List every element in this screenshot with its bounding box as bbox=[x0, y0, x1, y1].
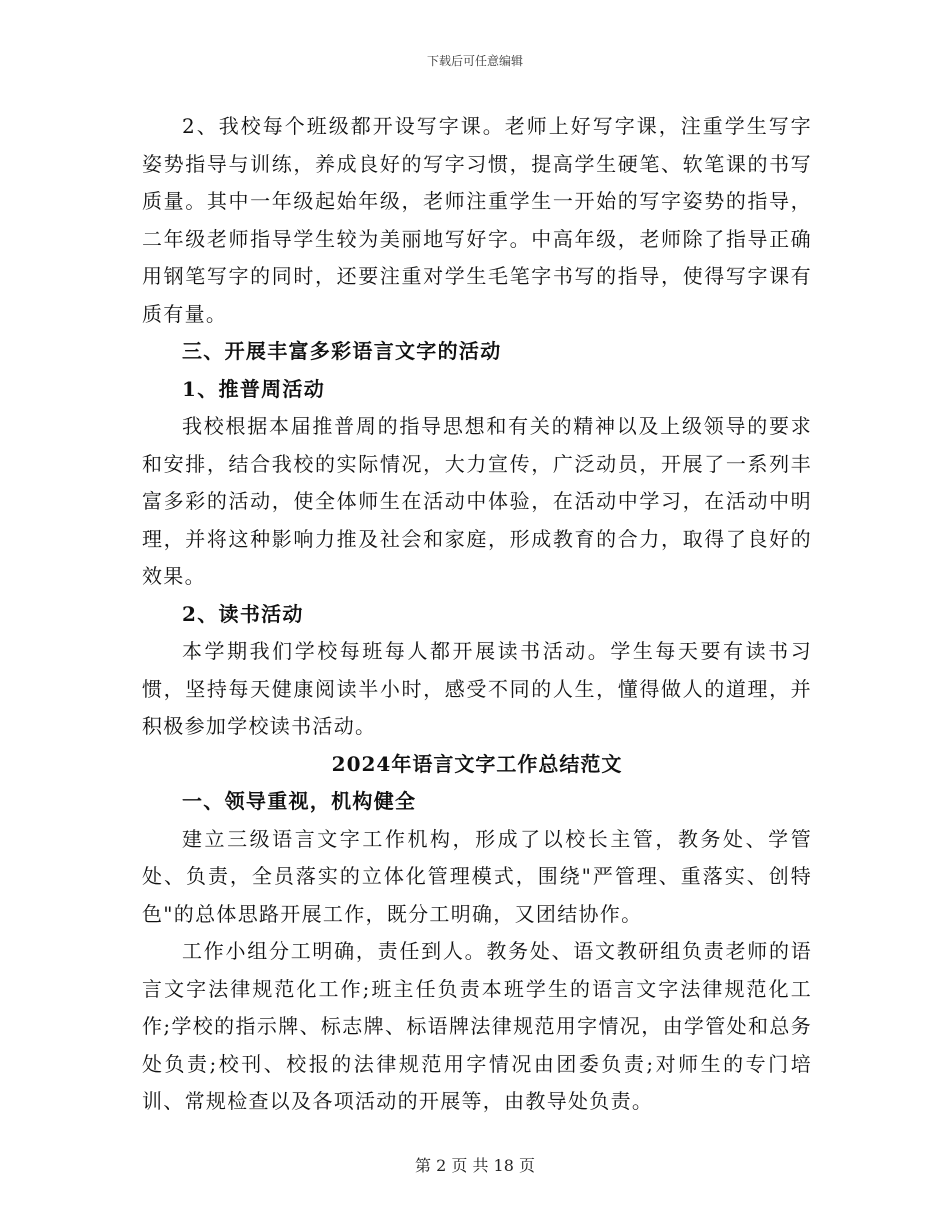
page-number: 第 2 页 共 18 页 bbox=[415, 1156, 535, 1175]
subheading-putonghua-week: 1、推普周活动 bbox=[182, 376, 326, 401]
section-heading-activities: 三、开展丰富多彩语言文字的活动 bbox=[182, 339, 502, 363]
paragraph-organization: 建立三级语言文字工作机构，形成了以校长主管，教务处、学管处、负责，全员落实的立体化管理模式，围绕"严管理、重落实、创特色"的总体思路开展工作，既分工明确，又团结协作。 bbox=[142, 826, 812, 926]
page-header-note: 下载后可任意编辑 bbox=[426, 54, 523, 68]
document-title: 2024年语言文字工作总结范文 bbox=[331, 751, 623, 776]
document-body bbox=[142, 108, 812, 1121]
paragraph-division-of-work: 工作小组分工明确，责任到人。教务处、语文教研组负责老师的语言文字法律规范化工作;班主任负责本班学生的语言文字法律规范化工作;学校的指示牌、标志牌、标语牌法律规范用字情况，由学管处和总务处负责;校刊、校报的法律规范用字情况由团委负责;对师生的专门培训、常规检查以及各项活动的开展等，由教导处负责。 bbox=[142, 939, 812, 1113]
paragraph-putonghua-week: 我校根据本届推普周的指导思想和有关的精神以及上级领导的要求和安排，结合我校的实际情况，大力宣传，广泛动员，开展了一系列丰富多彩的活动，使全体师生在活动中体验，在活动中学习，在活动中明理，并将这种影响力推及社会和家庭，形成教育的合力，取得了良好的效果。 bbox=[142, 414, 812, 588]
subheading-reading-activity: 2、读书活动 bbox=[182, 601, 304, 626]
section-heading-leadership: 一、领导重视，机构健全 bbox=[182, 789, 417, 813]
paragraph-writing-class: 2、我校每个班级都开设写字课。老师上好写字课，注重学生写字姿势指导与训练，养成良好的写字习惯，提高学生硬笔、软笔课的书写质量。其中一年级起始年级，老师注重学生一开始的写字姿势的指导，二年级老师指导学生较为美丽地写好字。中高年级，老师除了指导正确用钢笔写字的同时，还要注重对学生毛笔字书写的指导，使得写字课有质有量。 bbox=[142, 114, 812, 326]
paragraph-reading-activity: 本学期我们学校每班每人都开展读书活动。学生每天要有读书习惯，坚持每天健康阅读半小时，感受不同的人生，懂得做人的道理，并积极参加学校读书活动。 bbox=[142, 639, 812, 738]
